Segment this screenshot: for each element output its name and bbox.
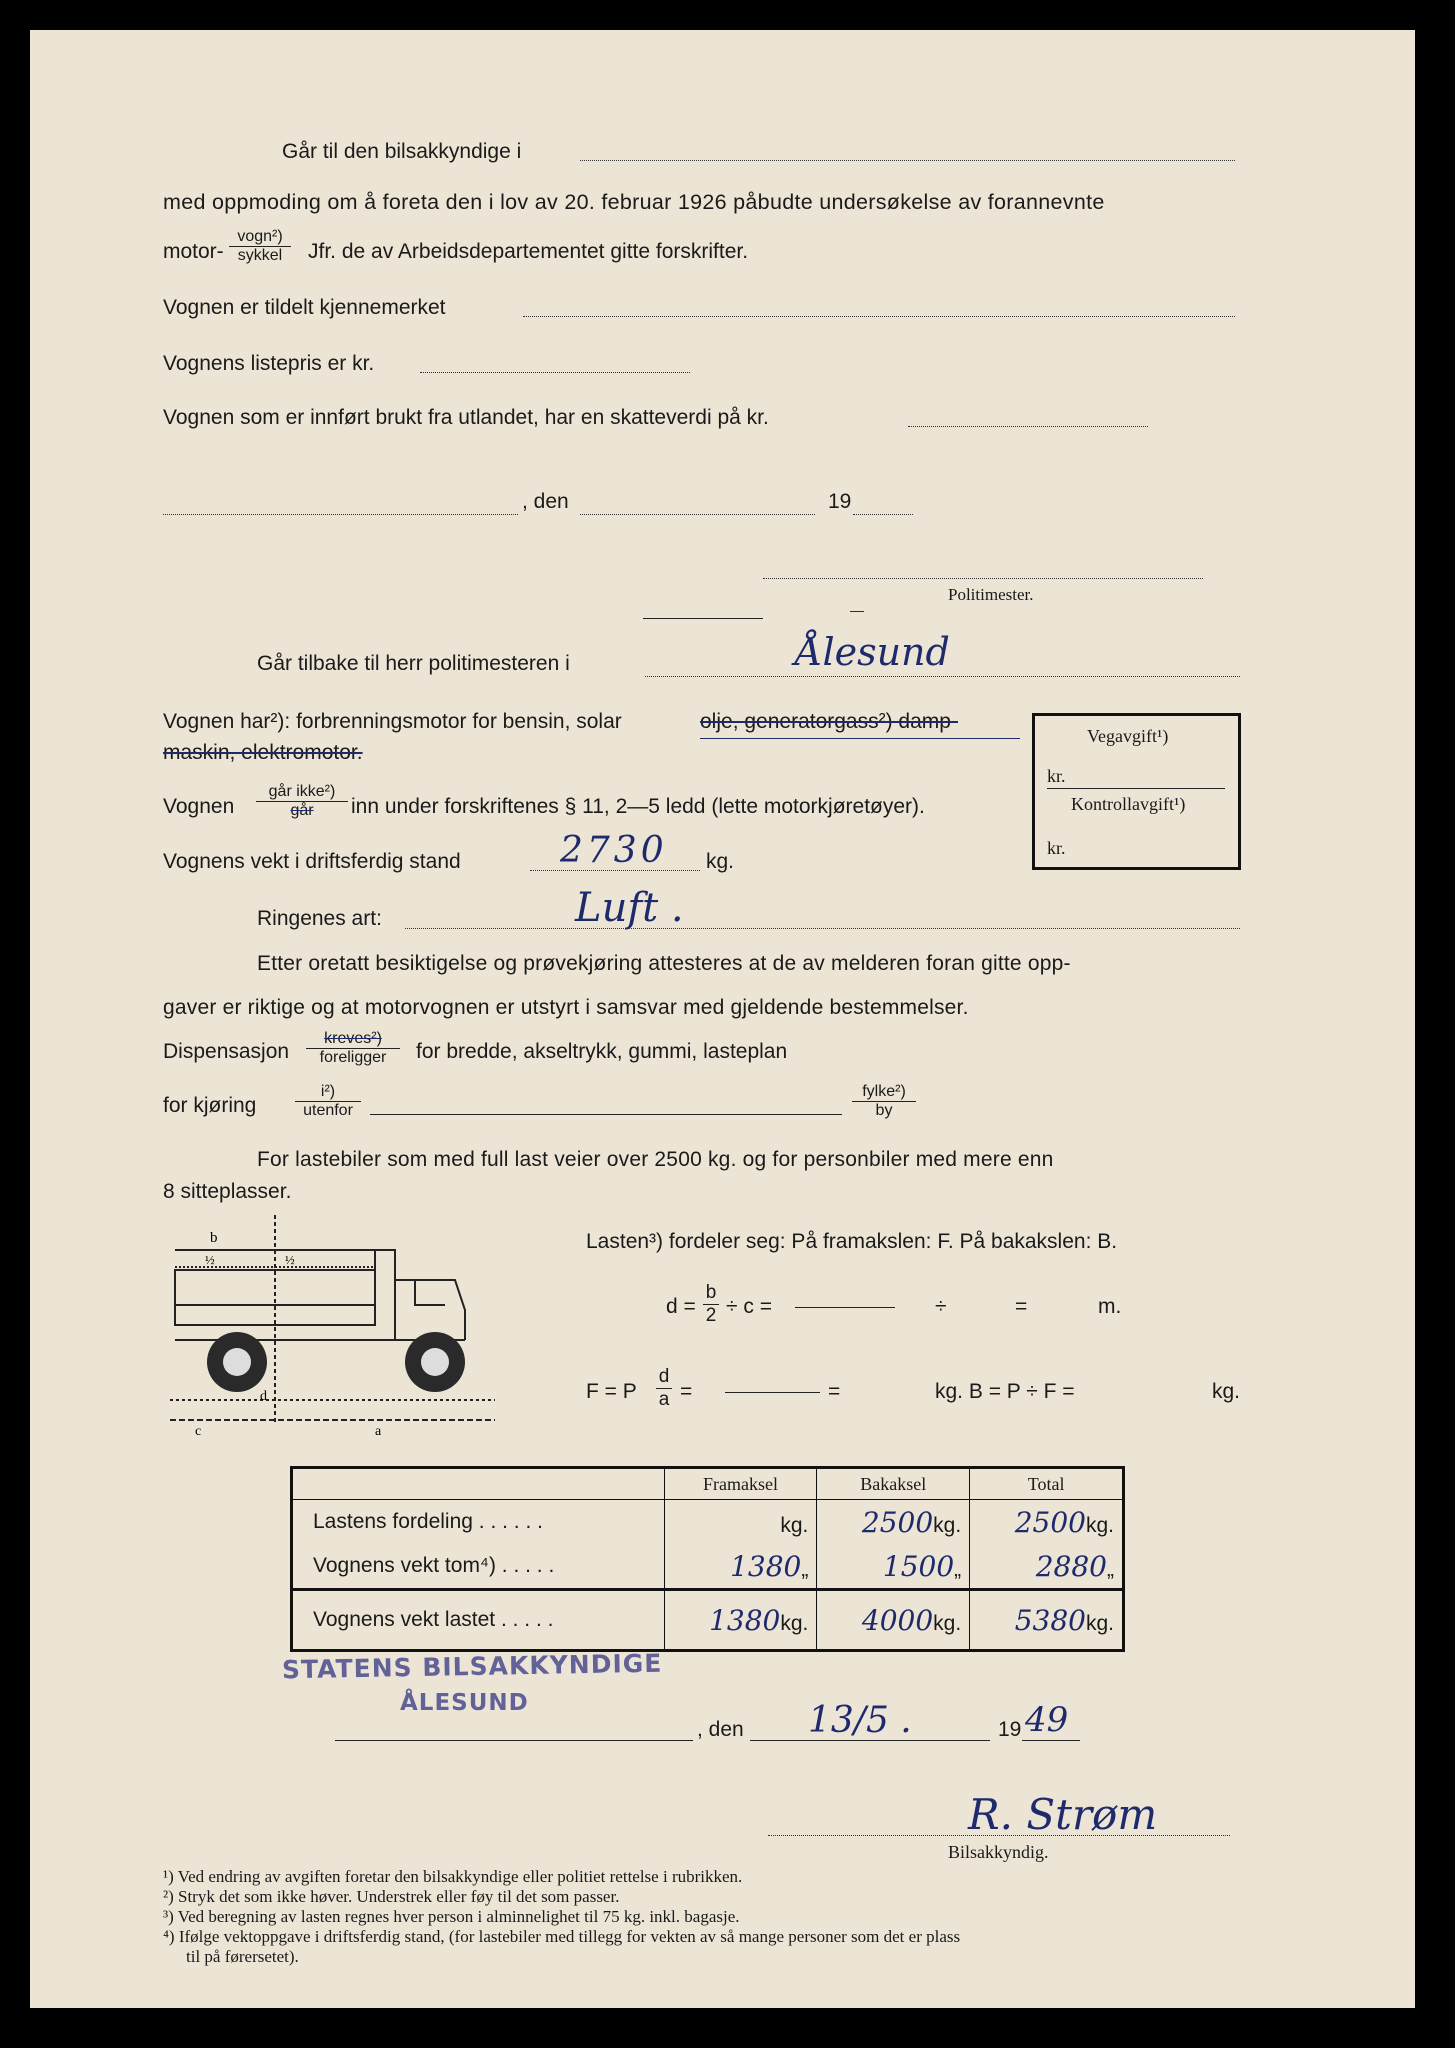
header-blank <box>292 1468 665 1500</box>
front-hub <box>421 1348 449 1376</box>
frac-sykkel: sykkel <box>237 247 283 264</box>
footnote-4-cont: til på førersetet). <box>186 1947 299 1966</box>
footnote-3: ³) Ved beregning av lasten regnes hver person i alminnelighet til 75 kg. inkl. bagasje. <box>163 1907 740 1926</box>
cell-total[interactable] <box>970 1590 1124 1651</box>
kjoring-prefix: for kjøring <box>163 1094 257 1117</box>
vegavgift-field[interactable] <box>1047 788 1225 789</box>
motor-prefix: motor- <box>163 240 224 263</box>
strike-underline <box>700 738 1020 739</box>
lasten-line: Lasten³) fordeler seg: På framakslen: F. På bakakslen: B. <box>586 1230 1118 1253</box>
eq-sign-3: = <box>828 1380 841 1403</box>
cell-total[interactable] <box>970 1544 1124 1590</box>
listepris-label: Vognens listepris er kr. <box>163 352 375 375</box>
kg-b-eq: kg. B = P ÷ F = <box>935 1380 1075 1403</box>
cell-bak[interactable] <box>817 1500 970 1545</box>
den-label-1: , den <box>522 490 569 513</box>
kjoring-field[interactable] <box>370 1114 842 1115</box>
gar-til-label: Går til den bilsakkyndige i <box>282 140 522 163</box>
dim-half-label-2: ½ <box>285 1252 295 1267</box>
skatteverdi-field[interactable] <box>908 426 1148 427</box>
frac-a: a <box>658 1389 670 1410</box>
skatteverdi-label: Vognen som er innført brukt fra utlandet, har en skatteverdi på kr. <box>163 406 769 429</box>
rear-hub <box>223 1348 251 1376</box>
table-row <box>292 1544 1124 1590</box>
cab-outline <box>375 1250 465 1340</box>
vognen-har-a: Vognen har²): forbrenningsmotor for bensin, solar <box>163 710 622 733</box>
date-handwritten: 13/5 . <box>808 1700 912 1741</box>
cell-fram[interactable] <box>664 1544 817 1590</box>
vognen-gar-rest: inn under forskriftenes § 11, 2—5 ledd (lette motorkjøretøyer). <box>351 795 925 818</box>
frac-vogn: vogn²) <box>229 228 291 247</box>
lastebiler-line-2: 8 sitteplasser. <box>163 1180 292 1203</box>
frac-gar: går <box>290 802 314 819</box>
politimester-label: Politimester. <box>948 585 1034 604</box>
footnote-2: ²) Stryk det som ikke høver. Understrek eller føy til det som passer. <box>163 1887 620 1906</box>
d-field-1[interactable] <box>795 1307 895 1308</box>
ringenes-handwritten: Luft . <box>575 885 684 931</box>
date-field-1[interactable] <box>580 514 815 515</box>
d-over-a <box>656 1366 672 1411</box>
cell-fram[interactable] <box>664 1500 817 1545</box>
dim-b-label: b <box>210 1230 218 1246</box>
frac-by: by <box>875 1102 893 1119</box>
year-field-2[interactable] <box>1022 1740 1080 1741</box>
cell-total[interactable] <box>970 1500 1124 1545</box>
vognen-gar-prefix: Vognen <box>163 795 235 818</box>
table-header-row <box>292 1468 1124 1500</box>
bilsakkyndige-field[interactable] <box>580 160 1235 161</box>
kr-label-1: kr. <box>1047 766 1066 786</box>
den-label-2: , den <box>697 1718 744 1741</box>
listepris-field[interactable] <box>420 372 690 373</box>
place-handwritten: Ålesund <box>795 630 950 674</box>
dim-a-label: a <box>375 1424 382 1439</box>
dim-c-label: c <box>195 1424 202 1439</box>
lastebiler-line-1: For lastebiler som med full last veier over 2500 kg. og for personbiler med mere enn <box>257 1148 1054 1171</box>
unit: „ <box>801 1557 809 1581</box>
hw-value: 1380 <box>709 1603 781 1637</box>
oppmoding-text: med oppmoding om å foreta den i lov av 20. februar 1926 påbudte undersøkelse av forannevnte <box>163 190 1105 214</box>
frac-d: d <box>656 1366 672 1389</box>
politimester-signature-line[interactable] <box>763 578 1203 579</box>
unit: kg. <box>780 1611 809 1635</box>
header-total: Total <box>970 1468 1124 1500</box>
disp-prefix: Dispensasjon <box>163 1040 290 1063</box>
fee-box <box>1032 713 1241 870</box>
politimester-place-field[interactable] <box>645 676 1240 677</box>
vegavgift-label: Vegavgift¹) <box>1087 726 1169 746</box>
hw-value: 2500 <box>1014 1505 1086 1539</box>
hw-value: 1500 <box>882 1549 955 1583</box>
kg-end: kg. <box>1212 1380 1241 1403</box>
eq-sign: = <box>1015 1295 1028 1318</box>
vogn-sykkel-fraction <box>229 228 291 265</box>
window-outline <box>415 1280 445 1305</box>
unit: kg. <box>1085 1611 1114 1635</box>
year-field-1[interactable] <box>853 514 913 515</box>
ringenes-field[interactable] <box>405 928 1240 929</box>
divider-mark <box>850 611 864 612</box>
hw-value: 2880 <box>1035 1549 1107 1583</box>
year-prefix-2: 19 <box>998 1718 1022 1741</box>
dim-half-label-1: ½ <box>205 1252 215 1267</box>
stamp-line-2: ÅLESUND <box>400 1690 529 1716</box>
m-unit: m. <box>1098 1295 1122 1318</box>
unit: „ <box>1107 1557 1114 1581</box>
disp-rest: for bredde, akseltrykk, gummi, lasteplan <box>416 1040 788 1063</box>
kjennemerke-label: Vognen er tildelt kjennemerket <box>163 296 446 319</box>
frac-utenfor: utenfor <box>303 1102 353 1119</box>
section-divider <box>643 618 763 619</box>
f-eq: F = P <box>586 1380 637 1403</box>
frac-2: 2 <box>705 1305 717 1326</box>
footnote-4: ⁴) Ifølge vektoppgave i driftsferdig stand, (for lastebiler med tillegg for vekten av så mange personer som det er plass <box>163 1927 961 1946</box>
year-handwritten: 49 <box>1025 1700 1069 1740</box>
table-row <box>292 1590 1124 1651</box>
jfr-text: Jfr. de av Arbeidsdepartementet gitte forskrifter. <box>308 240 749 263</box>
d-rest: ÷ c = <box>726 1295 772 1318</box>
cell-bak[interactable] <box>817 1544 970 1590</box>
unit: kg. <box>780 1513 809 1537</box>
unit: „ <box>954 1557 962 1581</box>
unit: kg. <box>1085 1513 1114 1537</box>
kr-label-2: kr. <box>1047 838 1066 858</box>
div-sign: ÷ <box>935 1295 947 1318</box>
truck-diagram <box>165 1210 545 1450</box>
row-label: Vognens vekt tom⁴) . . . . . <box>292 1544 665 1590</box>
vekt-handwritten: 2730 <box>560 830 668 871</box>
frac-fylke: fylke²) <box>852 1083 916 1102</box>
hw-value: 5380 <box>1014 1603 1086 1637</box>
distribution-table <box>290 1466 1125 1652</box>
frac-b: b <box>703 1282 719 1305</box>
frac-kreves: kreves²) <box>306 1030 400 1049</box>
etter-line-1: Etter oretatt besiktigelse og prøvekjøring attesteres at de av melderen foran gitte opp- <box>257 952 1071 975</box>
header-bakaksel: Bakaksel <box>817 1468 970 1500</box>
fylke-by-fraction <box>852 1083 916 1120</box>
year-prefix-1: 19 <box>828 490 852 513</box>
unit: kg. <box>933 1611 962 1635</box>
footnote-1: ¹) Ved endring av avgiften foretar den bilsakkyndige eller politiet rettelse i rubrikken. <box>163 1867 743 1886</box>
hw-value: 2500 <box>861 1505 934 1539</box>
frac-gar-ikke: går ikke²) <box>256 783 348 802</box>
vekt-label: Vognens vekt i driftsferdig stand <box>163 850 461 873</box>
ringenes-label: Ringenes art: <box>257 907 382 930</box>
row-label: Lastens fordeling . . . . . . <box>292 1500 665 1545</box>
cell-bak[interactable] <box>817 1590 970 1651</box>
f-field-1[interactable] <box>725 1392 820 1393</box>
kreves-fraction <box>306 1030 400 1067</box>
etter-line-2: gaver er riktige og at motorvognen er utstyrt i samsvar med gjeldende bestemmelser. <box>163 996 969 1019</box>
dim-d-label: d <box>260 1389 267 1404</box>
eq-sign-2: = <box>680 1380 693 1403</box>
hw-value: 4000 <box>861 1603 934 1637</box>
cell-fram[interactable] <box>664 1590 817 1651</box>
vognen-har-b: olje, generatorgass²) damp- <box>700 710 958 733</box>
gar-tilbake-label: Går tilbake til herr politimesteren i <box>257 652 570 675</box>
frac-foreligger: foreligger <box>319 1049 387 1066</box>
kjennemerke-field[interactable] <box>523 316 1235 317</box>
i-utenfor-fraction <box>295 1083 361 1120</box>
d-eq: d = <box>666 1295 696 1318</box>
signature-handwritten: R. Strøm <box>968 1790 1158 1839</box>
b-over-2 <box>703 1282 719 1327</box>
gar-fraction <box>256 783 348 820</box>
vekt-unit: kg. <box>706 850 735 873</box>
unit: kg. <box>933 1513 962 1537</box>
stamp-line-1: STATENS BILSAKKYNDIGE <box>281 1648 663 1685</box>
place-field-2[interactable] <box>335 1740 693 1741</box>
row-label: Vognens vekt lastet . . . . . <box>292 1590 665 1651</box>
hw-value: 1380 <box>730 1549 802 1583</box>
kontrollavgift-label: Kontrollavgift¹) <box>1071 794 1186 814</box>
frac-i: i²) <box>295 1083 361 1102</box>
place-field-1[interactable] <box>163 514 518 515</box>
table-row <box>292 1500 1124 1545</box>
vognen-har-c: maskin, elektromotor. <box>163 741 363 764</box>
truck-drawing <box>170 1215 495 1425</box>
bilsakkyndig-label: Bilsakkyndig. <box>948 1842 1049 1862</box>
header-framaksel: Framaksel <box>664 1468 817 1500</box>
